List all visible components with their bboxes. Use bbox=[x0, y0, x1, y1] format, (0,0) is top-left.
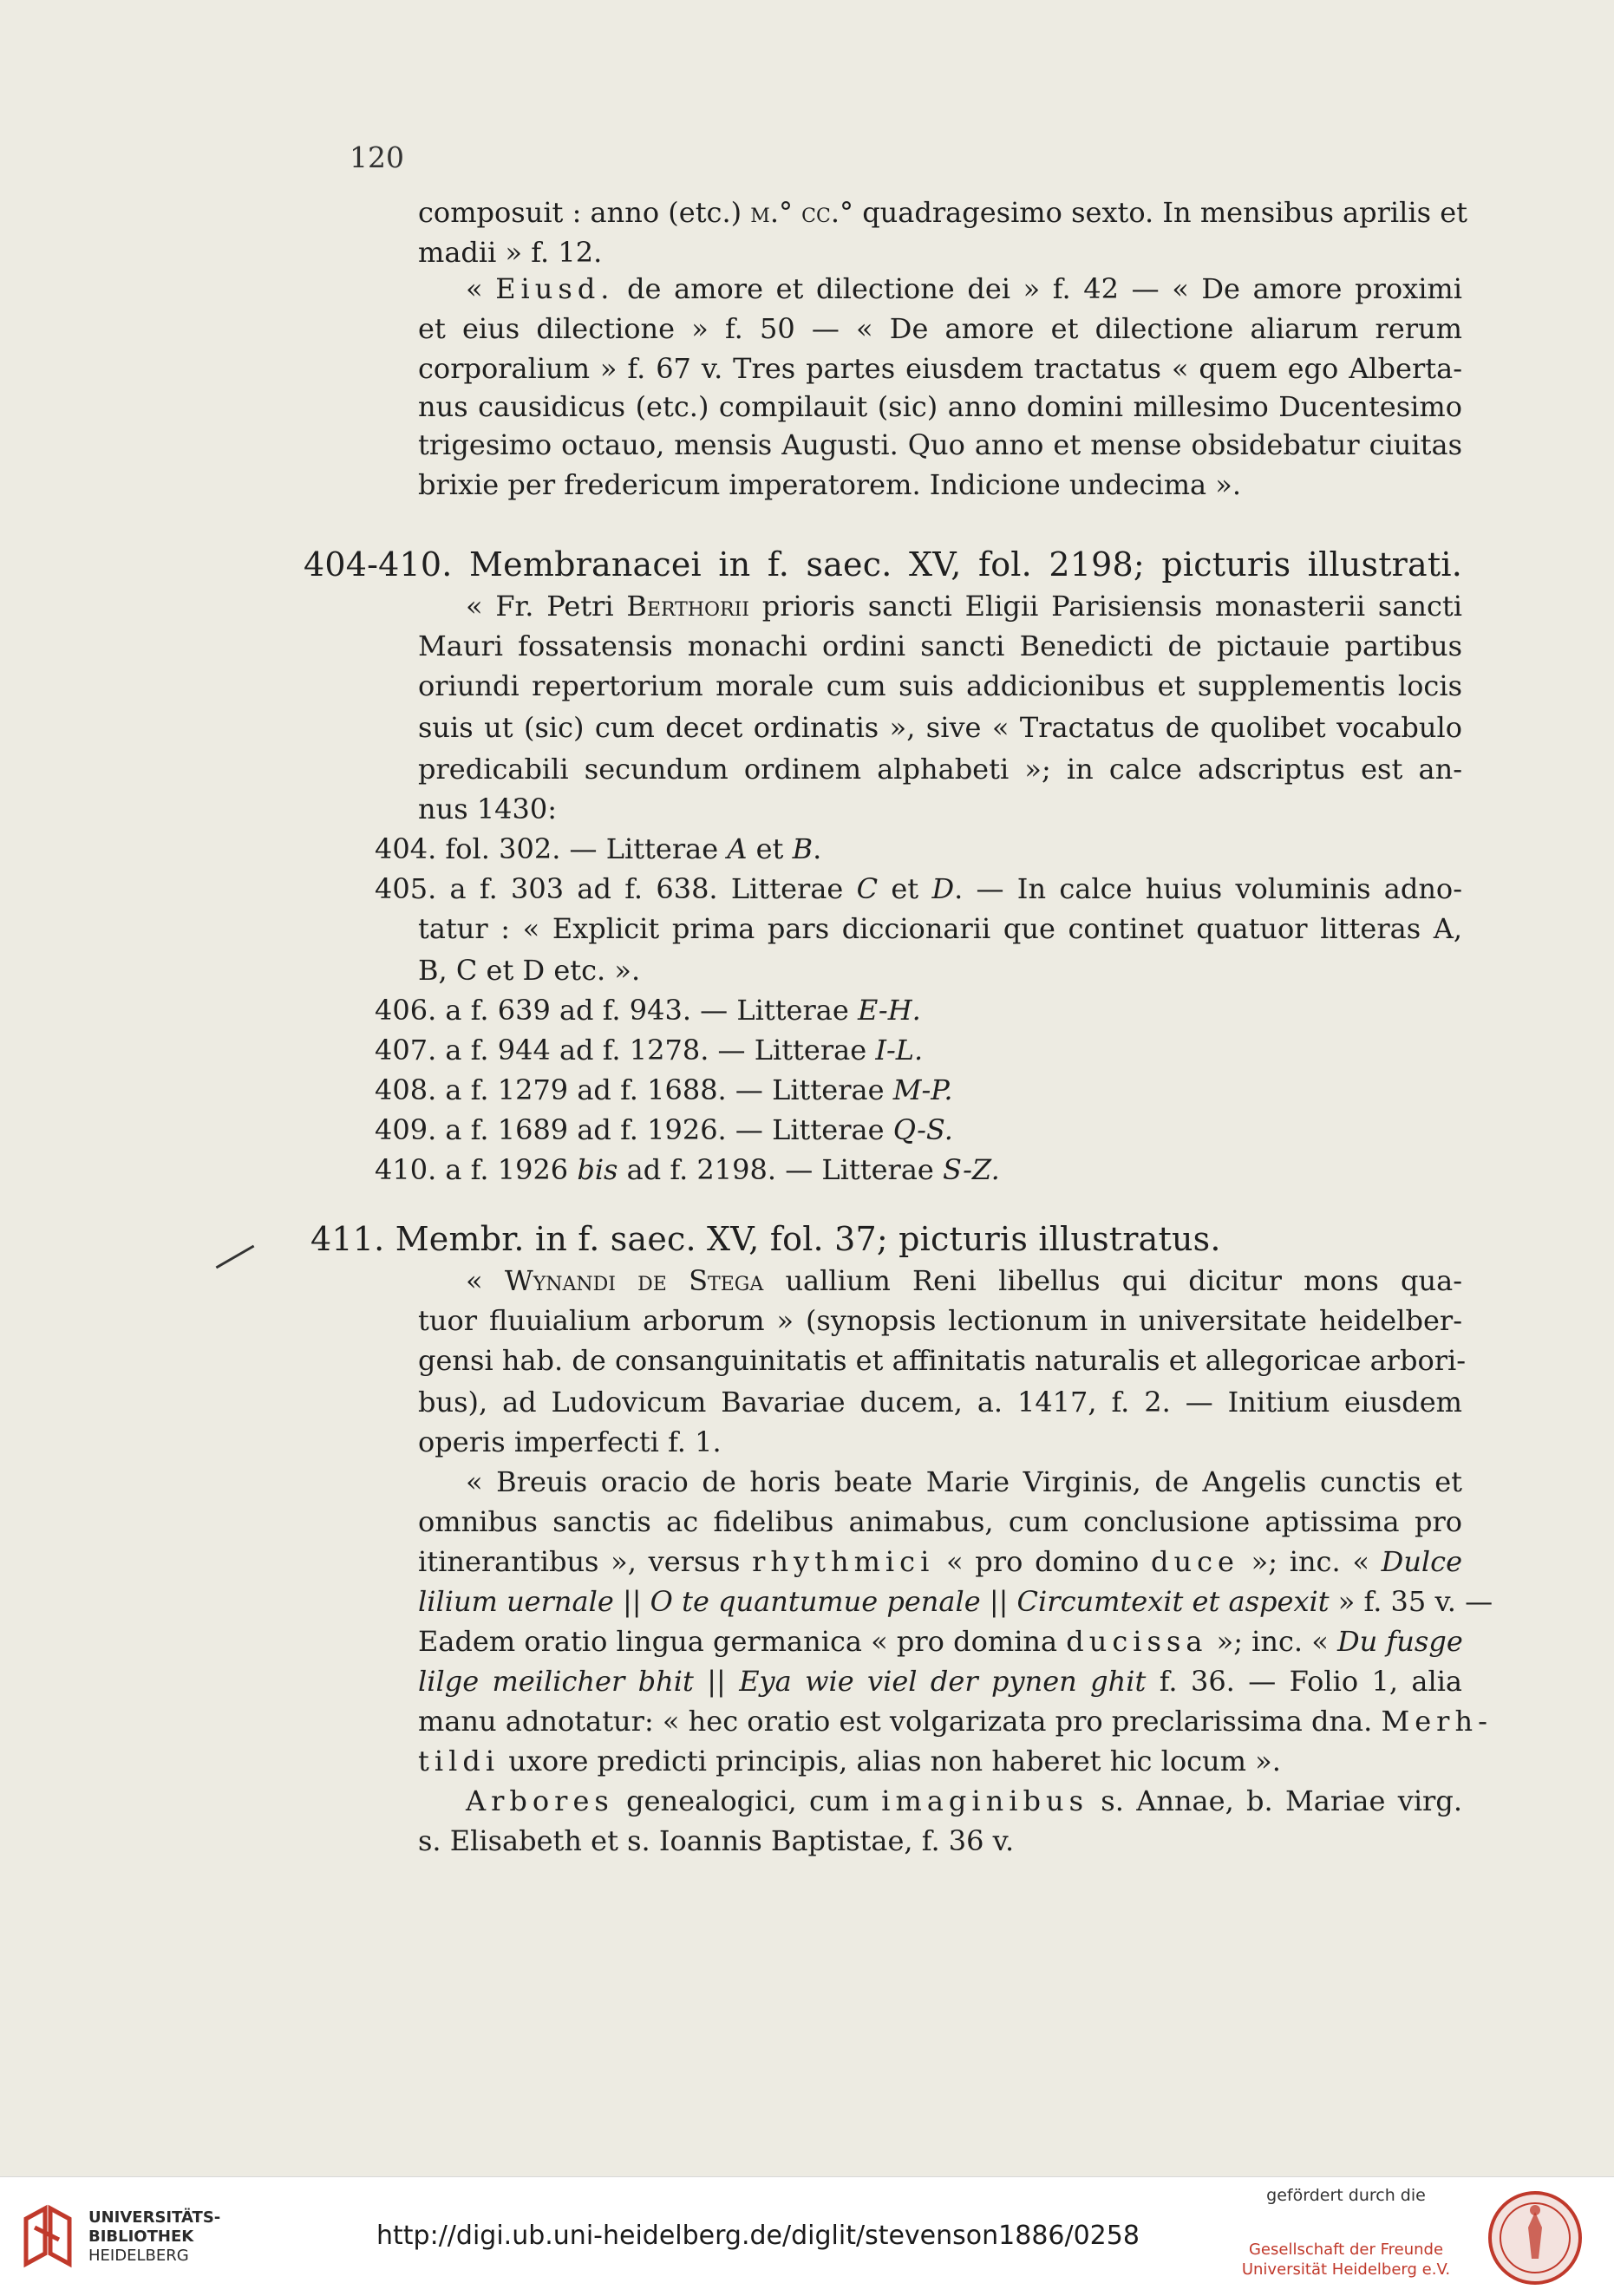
sponsor-intro: gefördert durch die bbox=[1266, 2186, 1426, 2205]
sponsor-name-line: Gesellschaft der Freunde bbox=[1248, 2241, 1444, 2259]
text-line: B, C et D etc. ». bbox=[418, 954, 641, 987]
permalink-url[interactable]: http://digi.ub.uni-heidelberg.de/diglit/stevenson1886/0258 bbox=[376, 2221, 1140, 2251]
library-name-line: BIBLIOTHEK bbox=[88, 2228, 194, 2246]
text-line: Eadem oratio lingua germanica « pro domina ducissa »; inc. « Du fusge bbox=[418, 1625, 1463, 1658]
text-line: corporalium » f. 67 v. Tres partes eiusdem tractatus « quem ego Alberta- bbox=[418, 352, 1462, 385]
text-line: madii » f. 12. bbox=[418, 236, 603, 269]
library-name bbox=[88, 2208, 220, 2266]
text-line: et eius dilectione » f. 50 — « De amore et dilectione aliarum rerum bbox=[418, 312, 1462, 345]
margin-pencil-mark bbox=[216, 1245, 255, 1269]
text-line: « Fr. Petri Berthorii prioris sancti Eligii Parisiensis monasterii sancti bbox=[466, 590, 1463, 623]
text-line: composuit : anno (etc.) m.° cc.° quadragesimo sexto. In mensibus aprilis et bbox=[418, 196, 1467, 229]
library-name-line: UNIVERSITÄTS- bbox=[88, 2208, 221, 2227]
text-line: « Wynandi de Stega uallium Reni libellus qui dicitur mons qua- bbox=[466, 1264, 1463, 1297]
text-line: nus 1430: bbox=[418, 793, 558, 825]
text-line: tildi uxore predicti principis, alias non haberet hic locum ». bbox=[418, 1745, 1281, 1777]
university-library-logo-icon bbox=[19, 2201, 76, 2271]
text-line: trigesimo octauo, mensis Augusti. Quo anno et mense obsidebatur ciuitas bbox=[418, 428, 1462, 461]
text-line: lilge meilicher bhit || Eya wie viel der pynen ghit f. 36. — Folio 1, alia bbox=[418, 1665, 1463, 1698]
sponsor-name-line: Universität Heidelberg e.V. bbox=[1241, 2260, 1451, 2279]
text-line: operis imperfecti f. 1. bbox=[418, 1425, 722, 1458]
volume-entry: 410. a f. 1926 bis ad f. 2198. — Litterae S-Z. bbox=[375, 1153, 1000, 1186]
text-line: bus), ad Ludovicum Bavariae ducem, a. 1417, f. 2. — Initium eiusdem bbox=[418, 1386, 1462, 1419]
sponsor-block bbox=[1216, 2186, 1476, 2280]
text-line: gensi hab. de consanguinitatis et affinitatis naturalis et allegoricae arbori- bbox=[418, 1344, 1467, 1377]
volume-entry: 408. a f. 1279 ad f. 1688. — Litterae M-P. bbox=[375, 1073, 953, 1106]
entry-heading: 411. Membr. in f. saec. XV, fol. 37; picturis illustratus. bbox=[310, 1220, 1221, 1258]
page-number: 120 bbox=[350, 140, 404, 174]
volume-entry: 404. fol. 302. — Litterae A et B. bbox=[375, 832, 822, 865]
library-name-line: HEIDELBERG bbox=[88, 2247, 189, 2265]
text-line: tatur : « Explicit prima pars diccionarii que continet quatuor litteras A, bbox=[418, 912, 1462, 945]
entry-heading: 404-410. Membranacei in f. saec. XV, fol. 2198; picturis illustrati. bbox=[304, 545, 1462, 584]
volume-entry: 409. a f. 1689 ad f. 1926. — Litterae Q-S. bbox=[375, 1113, 953, 1146]
text-line: lilium uernale || O te quantumue penale || Circumtexit et aspexit » f. 35 v. — bbox=[418, 1585, 1493, 1618]
volume-entry: 407. a f. 944 ad f. 1278. — Litterae I-L. bbox=[375, 1034, 924, 1066]
text-line: tuor fluuialium arborum » (synopsis lectionum in universitate heidelber- bbox=[418, 1304, 1462, 1337]
text-line: itinerantibus », versus rhythmici « pro domino duce »; inc. « Dulce bbox=[418, 1545, 1463, 1578]
volume-entry: 405. a f. 303 ad f. 638. Litterae C et D. — In calce huius voluminis adno- bbox=[375, 872, 1463, 905]
text-line: « Eiusd. de amore et dilectione dei » f. 42 — « De amore proximi bbox=[466, 272, 1463, 305]
text-line: s. Elisabeth et s. Ioannis Baptistae, f. 36 v. bbox=[418, 1824, 1015, 1857]
volume-entry: 406. a f. 639 ad f. 943. — Litterae E-H. bbox=[375, 994, 921, 1027]
text-line: predicabili secundum ordinem alphabeti »; in calce adscriptus est an- bbox=[418, 753, 1462, 786]
text-line: omnibus sanctis ac fidelibus animabus, cum conclusione aptissima pro bbox=[418, 1505, 1462, 1538]
text-line: « Breuis oracio de horis beate Marie Virginis, de Angelis cunctis et bbox=[466, 1465, 1462, 1498]
text-line: Arbores genealogici, cum imaginibus s. Annae, b. Mariae virg. bbox=[466, 1784, 1463, 1817]
text-line: brixie per fredericum imperatorem. Indicione undecima ». bbox=[418, 468, 1242, 501]
text-line: suis ut (sic) cum decet ordinatis », sive « Tractatus de quolibet vocabulo bbox=[418, 711, 1462, 744]
footer-bar bbox=[0, 2176, 1614, 2296]
sponsor-name bbox=[1216, 2240, 1476, 2280]
text-line: oriundi repertorium morale cum suis addicionibus et supplementis locis bbox=[418, 669, 1462, 702]
text-line: manu adnotatur: « hec oratio est volgarizata pro preclarissima dna. Merh- bbox=[418, 1705, 1493, 1738]
university-seal-icon bbox=[1487, 2189, 1584, 2286]
text-line: nus causidicus (etc.) compilauit (sic) anno domini millesimo Ducentesimo bbox=[418, 390, 1462, 423]
text-line: Mauri fossatensis monachi ordini sancti Benedicti de pictauie partibus bbox=[418, 629, 1462, 662]
